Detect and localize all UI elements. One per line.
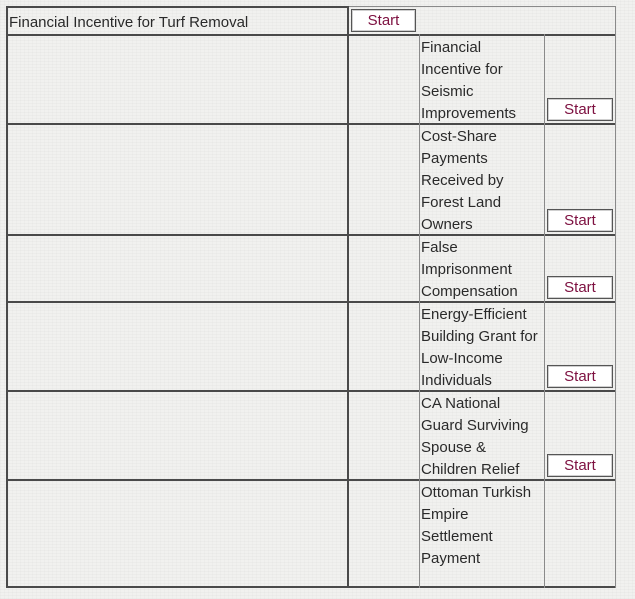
column-divider xyxy=(347,6,349,588)
row-divider xyxy=(6,123,616,125)
row-divider xyxy=(6,301,616,303)
label-line: Imprisonment xyxy=(421,261,512,278)
label-line: Received by xyxy=(421,172,504,189)
label-line: CA National xyxy=(421,395,501,412)
column-divider xyxy=(615,6,616,588)
start-button-seismic-improvements[interactable]: Start xyxy=(547,98,613,121)
ottoman-settlement-label xyxy=(421,482,531,570)
false-imprisonment-label xyxy=(421,237,518,303)
label-line: Children Relief xyxy=(421,461,520,478)
label-line: Cost-Share xyxy=(421,128,497,145)
column-divider xyxy=(544,34,545,588)
top-border xyxy=(348,6,616,7)
label-line: Energy-Efficient xyxy=(421,306,527,323)
column-divider xyxy=(419,34,420,588)
label-line: Forest Land xyxy=(421,194,502,211)
label-line: Owners xyxy=(421,216,473,233)
start-button-false-imprisonment[interactable]: Start xyxy=(547,276,613,299)
start-button-forest-land-owners[interactable]: Start xyxy=(547,209,613,232)
label-line: Seismic xyxy=(421,83,474,100)
label-line: False xyxy=(421,239,458,256)
start-button-energy-efficient-grant[interactable]: Start xyxy=(547,365,613,388)
national-guard-relief-label xyxy=(421,393,529,481)
label-line: Ottoman Turkish xyxy=(421,484,532,501)
label-line: Building Grant for xyxy=(421,328,538,345)
start-button-national-guard-relief[interactable]: Start xyxy=(547,454,613,477)
start-button-turf-removal[interactable]: Start xyxy=(351,9,416,32)
seismic-improvements-label xyxy=(421,37,516,125)
row-divider xyxy=(6,586,616,588)
label-line: Payment xyxy=(421,550,481,567)
label-line: Empire xyxy=(421,506,469,523)
label-line: Payments xyxy=(421,150,488,167)
label-line: Spouse & xyxy=(421,439,487,456)
row-divider xyxy=(6,6,349,8)
row-divider xyxy=(6,34,616,36)
turf-removal-label: Financial Incentive for Turf Removal xyxy=(9,14,249,31)
energy-efficient-grant-label xyxy=(421,304,538,392)
label-line: Guard Surviving xyxy=(421,417,529,434)
column-divider xyxy=(6,6,8,588)
label-line: Low-Income xyxy=(421,350,503,367)
label-line: Settlement xyxy=(421,528,493,545)
row-divider xyxy=(6,234,616,236)
label-line: Incentive for xyxy=(421,61,503,78)
label-line: Financial xyxy=(421,39,482,56)
label-line: Individuals xyxy=(421,372,492,389)
forest-land-owners-label xyxy=(421,126,504,236)
label-line: Compensation xyxy=(421,283,518,300)
label-line: Improvements xyxy=(421,105,517,122)
